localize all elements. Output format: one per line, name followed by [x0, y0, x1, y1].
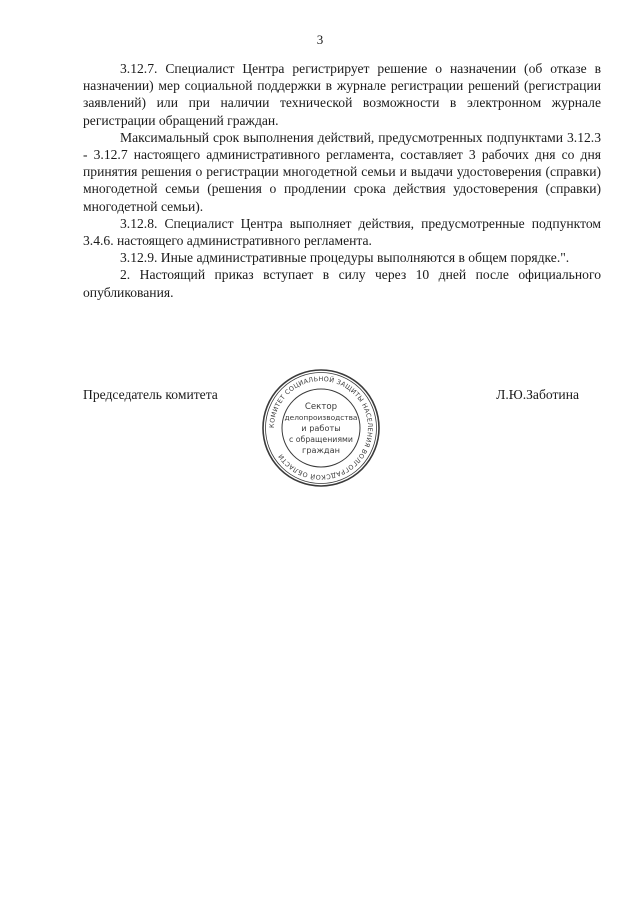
- paragraph-3-12-8: 3.12.8. Специалист Центра выполняет действия, предусмотренные подпунктом 3.4.6. настоящего административного регламента.: [83, 215, 601, 249]
- stamp-center-line-3: и работы: [301, 423, 341, 433]
- paragraph-effective-date: 2. Настоящий приказ вступает в силу через 10 дней после официального опубликования.: [83, 267, 601, 300]
- signatory-name: Л.Ю.Заботина: [496, 387, 579, 402]
- page-number: 3: [316, 32, 324, 47]
- official-stamp: [259, 366, 383, 490]
- stamp-center-line-1: Сектор: [304, 402, 338, 412]
- stamp-center-line-5: граждан: [302, 445, 340, 455]
- stamp-center-line-4: с обращениями: [288, 435, 354, 444]
- paragraph-max-term: Максимальный срок выполнения действий, предусмотренных подпунктами 3.12.3 - 3.12.7 настоящего административного регламента, составляет 3 рабочих дня со дня принятия решения о регистрации многодетной семьи и выдачи удостоверения (справки) многодетной семьи (решения о продлении срока действия удостоверения (справки) многодетной семьи).: [83, 129, 601, 214]
- paragraph-3-12-7: 3.12.7. Специалист Центра регистрирует решение о назначении (об отказе в назначении) мер социальной поддержки в журнале регистрации решений (регистрации заявлений) или при наличии технической возможности в электронном журнале регистрации обращений граждан.: [83, 61, 601, 128]
- paragraph-3-12-9: 3.12.9. Иные административные процедуры выполняются в общем порядке.".: [120, 250, 570, 266]
- signatory-title: Председатель комитета: [83, 387, 218, 402]
- stamp-ring-text: КОМИТЕТ СОЦИАЛЬНОЙ ЗАЩИТЫ НАСЕЛЕНИЯ ВОЛГОГРАДСКОЙ ОБЛАСТИ: [267, 374, 375, 482]
- document-body: [83, 60, 601, 301]
- stamp-seal: [259, 366, 383, 490]
- stamp-center-line-2: делопроизводства: [284, 413, 358, 422]
